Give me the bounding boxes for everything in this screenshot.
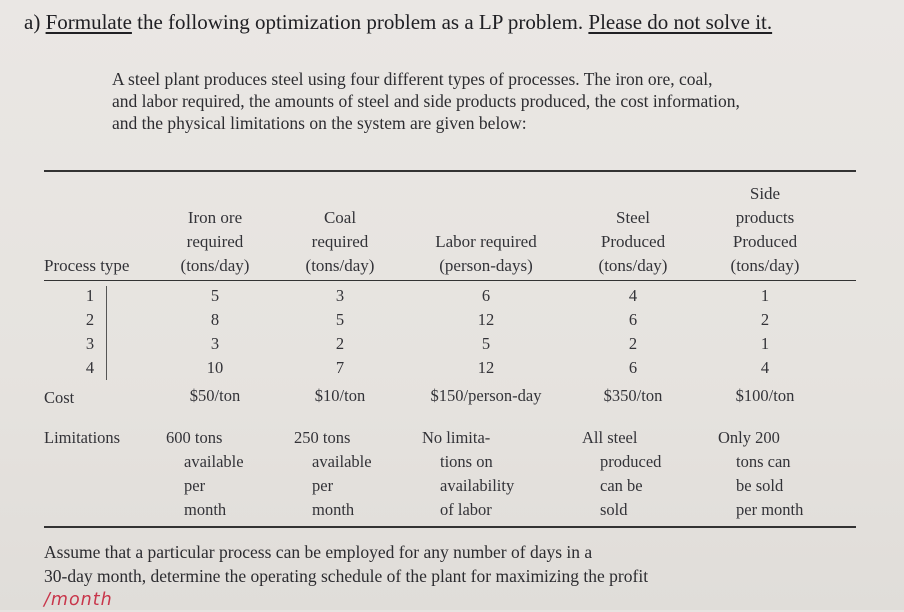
table-cell: 12	[477, 358, 495, 377]
table-cell: 2	[628, 334, 638, 353]
header-text: (tons/day)	[180, 256, 250, 275]
header-coal	[284, 206, 396, 278]
table-cell: 8	[210, 310, 220, 329]
limit-line: of labor	[440, 500, 492, 519]
heading-label: a)	[24, 10, 41, 34]
limit-line: tons can	[736, 452, 791, 471]
footer-line-text: 30-day month, determine the operating schedule of the plant for maximizing the profit	[44, 566, 649, 586]
limit-line: All steel	[582, 428, 638, 447]
header-text: required	[311, 232, 369, 251]
header-text: Iron ore	[187, 208, 243, 227]
header-steel	[578, 206, 688, 278]
limit-line: produced	[600, 452, 662, 471]
table-cell: 4	[85, 358, 95, 377]
table-bottom-rule	[44, 526, 856, 528]
heading-text: the following optimization problem as a LP problem.	[137, 10, 584, 34]
cost-coal: $10/ton	[314, 386, 366, 405]
cost-label: Cost	[44, 388, 75, 407]
header-text: Coal	[323, 208, 357, 227]
table-cell: 2	[335, 334, 345, 353]
heading-formulate: Formulate	[45, 10, 132, 34]
table-cell: 2	[760, 310, 770, 329]
cost-steel: $350/ton	[603, 386, 663, 405]
header-text: (person-days)	[439, 256, 533, 275]
table-cell: 4	[628, 286, 638, 305]
table-cell: 3	[85, 334, 95, 353]
cost-side: $100/ton	[735, 386, 795, 405]
header-iron-ore	[160, 206, 270, 278]
table-cell: 5	[481, 334, 491, 353]
table-cell: 1	[760, 286, 770, 305]
column-iron-ore	[160, 284, 270, 380]
table-cell: 5	[210, 286, 220, 305]
table-cell: 2	[85, 310, 95, 329]
intro-paragraph	[112, 68, 852, 134]
table-cell: 7	[335, 358, 345, 377]
table-cell: 4	[760, 358, 770, 377]
limit-line: can be	[600, 476, 643, 495]
header-labor	[412, 230, 560, 278]
footer-paragraph	[44, 540, 648, 612]
column-coal	[284, 284, 396, 380]
limitations-label: Limitations	[44, 428, 121, 447]
limit-line: available	[312, 452, 372, 471]
handwritten-annotation: /month	[44, 590, 113, 610]
column-labor	[412, 284, 560, 380]
table-cell: 12	[477, 310, 495, 329]
table-top-rule	[44, 170, 856, 172]
header-text: Steel	[616, 208, 650, 227]
header-text: Process type	[44, 256, 130, 275]
heading-instruction: Please do not solve it.	[588, 10, 773, 34]
limit-line: per	[184, 476, 206, 495]
table-cell: 5	[335, 310, 345, 329]
limit-line: sold	[600, 500, 628, 519]
cost-iron: $50/ton	[189, 386, 241, 405]
limit-iron	[166, 426, 266, 522]
header-text: products	[735, 208, 795, 227]
table-cell: 3	[210, 334, 220, 353]
header-text: (tons/day)	[598, 256, 668, 275]
column-steel	[578, 284, 688, 380]
table-cell: 10	[206, 358, 224, 377]
header-text: (tons/day)	[305, 256, 375, 275]
table-cell: 6	[628, 310, 638, 329]
table-cell: 6	[481, 286, 491, 305]
question-heading	[24, 10, 772, 35]
header-text: Side	[749, 184, 781, 203]
limit-line: 600 tons	[166, 428, 223, 447]
column-process	[76, 284, 104, 380]
limit-line: Only 200	[718, 428, 780, 447]
intro-line: and labor required, the amounts of steel and side products produced, the cost information,	[112, 91, 740, 111]
column-side	[712, 284, 818, 380]
limit-line: available	[184, 452, 244, 471]
limit-line: No limita-	[422, 428, 491, 447]
limit-steel	[582, 426, 692, 522]
cost-labor: $150/person-day	[430, 386, 542, 405]
limit-line: month	[184, 500, 227, 519]
header-rule	[44, 280, 856, 281]
header-text: Labor required	[435, 232, 537, 251]
intro-line: A steel plant produces steel using four different types of processes. The iron ore, coal,	[112, 69, 713, 89]
table-cell: 3	[335, 286, 345, 305]
header-text: Produced	[732, 232, 798, 251]
table-cell: 6	[628, 358, 638, 377]
limit-line: per	[312, 476, 334, 495]
limit-line: per month	[736, 500, 804, 519]
footer-line	[44, 564, 648, 612]
limit-coal	[294, 426, 394, 522]
limit-labor	[422, 426, 552, 522]
header-side-products	[712, 182, 818, 278]
table-cell: 1	[85, 286, 95, 305]
process-column-divider	[106, 286, 107, 380]
limit-line: availability	[440, 476, 515, 495]
header-process-type	[44, 254, 164, 278]
footer-line: Assume that a particular process can be employed for any number of days in a	[44, 542, 593, 562]
limit-line: tions on	[440, 452, 493, 471]
intro-line: and the physical limitations on the system are given below:	[112, 113, 527, 133]
header-text: Produced	[600, 232, 666, 251]
limit-side	[718, 426, 838, 522]
limit-line: be sold	[736, 476, 784, 495]
table-cell: 1	[760, 334, 770, 353]
limit-line: month	[312, 500, 355, 519]
header-text: required	[186, 232, 244, 251]
header-text: (tons/day)	[730, 256, 800, 275]
limit-line: 250 tons	[294, 428, 351, 447]
